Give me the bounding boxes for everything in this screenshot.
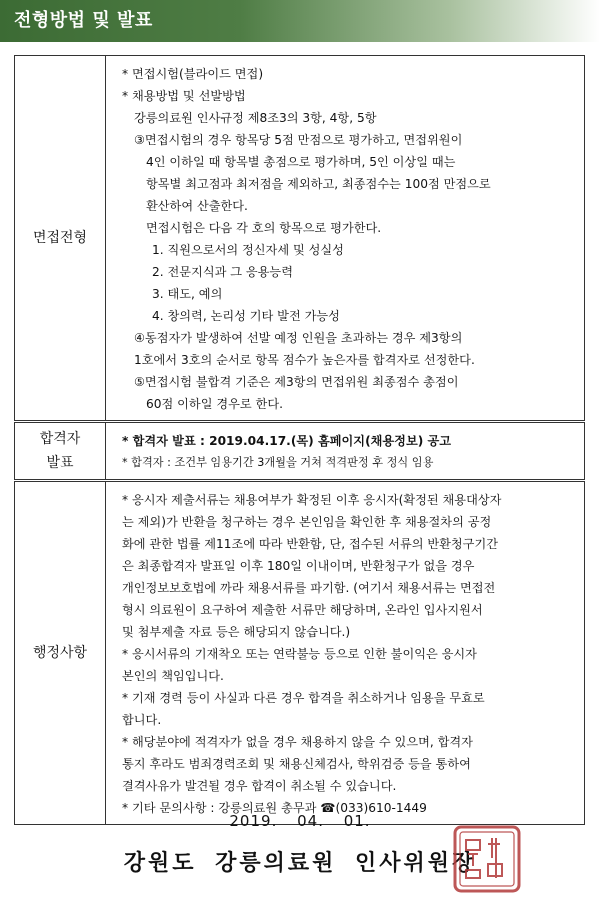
announcement-label-line1: 합격자 [39, 431, 81, 447]
announcement-row [15, 422, 585, 481]
admin-contact-line: * 기타 문의사항 : 강릉의료원 총무과 ☎(033)610-1449 [122, 801, 427, 815]
admin-content [106, 481, 585, 825]
admin-line: * 기재 경력 등이 사실과 다른 경우 합격을 취소하거나 임용을 무효로 [122, 691, 485, 705]
section-title: 전형방법 및 발표 [14, 10, 153, 31]
interview-line: 4. 창의력, 논리성 기타 발전 가능성 [152, 309, 340, 323]
announcement-date-line: * 합격자 발표 : 2019.04.17.(목) 홈페이지(채용정보) 공고 [122, 434, 452, 448]
admin-line: 합니다. [122, 713, 162, 727]
interview-line: 면접시험은 다음 각 호의 항목으로 평가한다. [146, 221, 382, 235]
interview-line: 60점 이하일 경우로 한다. [146, 397, 283, 411]
admin-line: 및 첨부제출 자료 등은 해당되지 않습니다.) [122, 625, 351, 639]
admin-line: * 응시자 제출서류는 채용여부가 확정된 이후 응시자(확정된 채용대상자 [122, 493, 502, 507]
interview-line: 1호에서 3호의 순서로 항목 점수가 높은자를 합격자로 선정한다. [134, 353, 475, 367]
interview-line: ③면접시험의 경우 항목당 5점 만점으로 평가하고, 면접위원이 [134, 133, 463, 147]
admin-line: * 해당분야에 적격자가 없을 경우 채용하지 않을 수 있으며, 합격자 [122, 735, 473, 749]
admin-row [15, 481, 585, 825]
admin-line: 통지 후라도 범죄경력조회 및 채용신체검사, 학위검증 등을 통하여 [122, 757, 471, 771]
admin-line: 은 최종합격자 발표일 이후 180일 이내이며, 반환청구가 없을 경우 [122, 559, 475, 573]
interview-line: 강릉의료원 인사규정 제8조3의 3항, 4항, 5항 [134, 111, 377, 125]
interview-line: ④동점자가 발생하여 선발 예정 인원을 초과하는 경우 제3항의 [134, 331, 463, 345]
interview-label: 면접전형 [15, 56, 106, 422]
interview-line: * 채용방법 및 선발방법 [122, 89, 246, 103]
interview-line: 2. 전문지식과 그 응용능력 [152, 265, 293, 279]
signature-title: 강원도 강릉의료원 인사위원장 [123, 851, 477, 876]
recruitment-table [14, 55, 585, 825]
announcement-label-line2: 발표 [46, 455, 74, 471]
official-seal-icon [452, 824, 522, 894]
admin-label: 행정사항 [15, 481, 106, 825]
interview-line: 항목별 최고점과 최저점을 제외하고, 최종점수는 100점 만점으로 [146, 177, 491, 191]
interview-line: ⑤면접시험 불합격 기준은 제3항의 면접위원 최종점수 총점이 [134, 375, 459, 389]
admin-line: 화에 관한 법률 제11조에 따라 반환함, 단, 접수된 서류의 반환청구기간 [122, 537, 498, 551]
interview-line: 4인 이하일 때 항목별 총점으로 평가하며, 5인 이상일 때는 [146, 155, 456, 169]
section-header-bar [0, 0, 600, 42]
admin-line: 본인의 책임입니다. [122, 669, 224, 683]
admin-line: * 응시서류의 기재착오 또는 연락불능 등으로 인한 불이익은 응시자 [122, 647, 477, 661]
interview-content [106, 56, 585, 422]
interview-line: 환산하여 산출한다. [146, 199, 248, 213]
interview-line: 3. 태도, 예의 [152, 287, 223, 301]
interview-line: * 면접시험(블라이드 면접) [122, 67, 264, 81]
announcement-content [106, 422, 585, 481]
announcement-label [15, 422, 106, 481]
admin-line: 결격사유가 발견될 경우 합격이 취소될 수 있습니다. [122, 779, 397, 793]
announcement-probation-line: * 합격자 : 조건부 임용기간 3개월을 거쳐 적격판정 후 정식 임용 [122, 456, 434, 469]
admin-line: 는 제외)가 반환을 청구하는 경우 본인임을 확인한 후 채용절차의 공정 [122, 515, 492, 529]
interview-row [15, 56, 585, 422]
admin-line: 형시 의료원이 요구하여 제출한 서류만 해당하며, 온라인 입사지원서 [122, 603, 483, 617]
issue-date: 2019. 04. 01. [229, 812, 371, 830]
admin-line: 개인정보보호법에 까라 채용서류를 파기함. (여기서 채용서류는 면접전 [122, 581, 496, 595]
interview-line: 1. 직원으로서의 정신자세 및 성실성 [152, 243, 344, 257]
